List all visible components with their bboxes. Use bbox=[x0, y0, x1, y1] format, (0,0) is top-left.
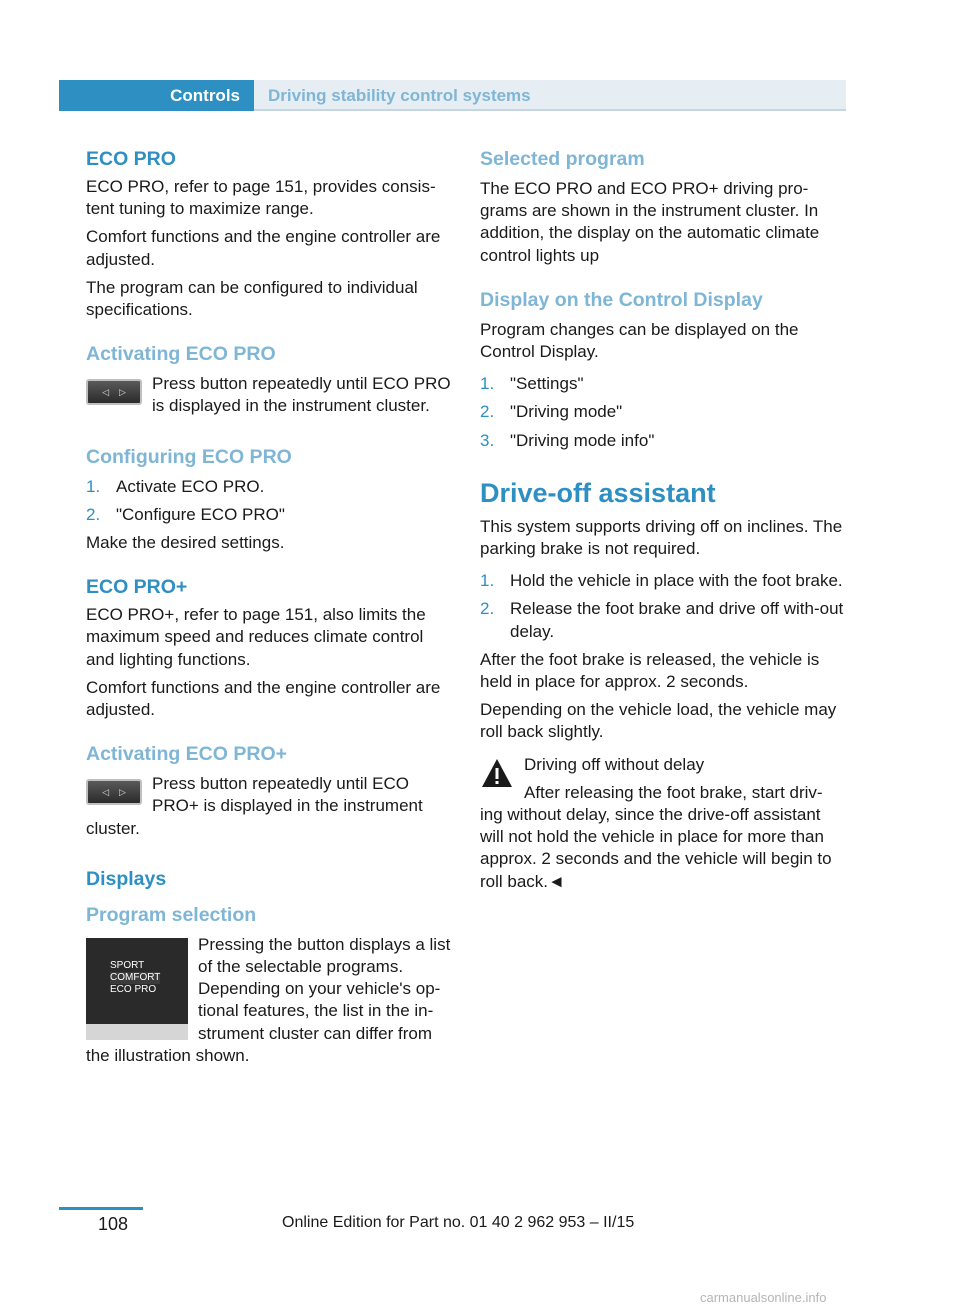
chapter-tab: Controls bbox=[59, 80, 254, 111]
list-item bbox=[480, 570, 845, 592]
list-item bbox=[480, 373, 845, 395]
instrument-cluster-image bbox=[86, 938, 188, 1040]
warning-triangle-icon bbox=[480, 756, 514, 790]
eco-pro-paragraph: ECO PRO, refer to page 151, provides consis-tent tuning to maximize range. bbox=[86, 177, 436, 219]
step-text: "Driving mode info" bbox=[510, 430, 655, 450]
step-number: 3. bbox=[480, 430, 495, 450]
activating-eco-pro-plus-text: Press button repeatedly until ECO PRO+ is displayed in the instrument cluster. bbox=[86, 774, 423, 838]
program-menu bbox=[110, 960, 160, 996]
eco-pro-plus-heading: ECO PRO+ bbox=[86, 576, 188, 599]
eco-pro-plus-paragraph: ECO PRO+, refer to page 151, also limits the maximum speed and reduces climate control and lighting functions. bbox=[86, 605, 426, 669]
mode-button-icon bbox=[86, 779, 142, 805]
left-arrow-icon: ◁ bbox=[102, 387, 109, 398]
step-number: 2. bbox=[480, 599, 495, 619]
left-arrow-icon: ◁ bbox=[102, 787, 109, 798]
program-selection-block bbox=[86, 934, 451, 1073]
display-control-text: Program changes can be displayed on the Control Display. bbox=[480, 319, 799, 362]
menu-item-eco-pro: ECO PRO bbox=[110, 983, 157, 995]
activating-eco-pro-text: Press button repeatedly until ECO PRO is displayed in the instrument cluster. bbox=[152, 374, 451, 416]
step-text: "Configure ECO PRO" bbox=[116, 504, 285, 524]
configuring-after-text: Make the desired settings. bbox=[86, 533, 285, 553]
step-text: "Driving mode" bbox=[510, 402, 623, 422]
menu-item-sport: SPORT bbox=[110, 959, 145, 971]
step-number: 1. bbox=[86, 476, 101, 496]
selected-program-heading: Selected program bbox=[480, 148, 645, 170]
list-item bbox=[86, 476, 451, 498]
drive-off-paragraph: After the foot brake is released, the vehicle is held in place for approx. 2 seconds. bbox=[480, 649, 820, 692]
mode-button-icon bbox=[86, 379, 142, 405]
program-selection-heading: Program selection bbox=[86, 903, 257, 926]
step-number: 2. bbox=[480, 402, 495, 422]
step-text: Hold the vehicle in place with the foot brake. bbox=[510, 571, 843, 591]
activating-eco-pro-heading: Activating ECO PRO bbox=[86, 343, 276, 366]
footer-rule bbox=[59, 1207, 143, 1210]
warning-block bbox=[480, 754, 845, 899]
drive-off-heading: Drive-off assistant bbox=[480, 477, 716, 508]
step-number: 2. bbox=[86, 504, 101, 524]
step-text: "Settings" bbox=[510, 374, 584, 394]
right-arrow-icon: ▷ bbox=[119, 387, 126, 398]
drive-off-paragraph: This system supports driving off on inclines. The parking brake is not required. bbox=[480, 516, 843, 559]
configuring-steps bbox=[86, 476, 451, 526]
selected-program-text: The ECO PRO and ECO PRO+ driving pro-grams are shown in the instrument cluster. In addition, the display on the automatic climate control lights up bbox=[480, 179, 820, 265]
activating-eco-pro-plus-block bbox=[86, 773, 451, 846]
right-arrow-icon: ▷ bbox=[119, 787, 126, 798]
page-number: 108 bbox=[98, 1214, 129, 1234]
left-column bbox=[86, 146, 451, 1073]
displays-heading: Displays bbox=[86, 867, 167, 890]
warning-title: Driving off without delay bbox=[524, 754, 705, 774]
step-text: Activate ECO PRO. bbox=[116, 476, 265, 496]
menu-item-comfort: COMFORT bbox=[110, 971, 161, 983]
eco-pro-heading: ECO PRO bbox=[86, 148, 176, 170]
program-selection-text: Pressing the button displays a list of the selectable programs. Depending on your vehicle's op-tional features, the list in the in-strument cluster can differ from the illustration shown. bbox=[86, 934, 451, 1065]
right-column bbox=[480, 146, 845, 899]
section-title: Driving stability control systems bbox=[268, 85, 531, 105]
list-item bbox=[86, 504, 451, 526]
list-item bbox=[480, 598, 845, 642]
image-floor bbox=[86, 1024, 188, 1040]
step-number: 1. bbox=[480, 571, 495, 591]
watermark: carmanualsonline.info bbox=[700, 1290, 827, 1305]
eco-pro-paragraph: Comfort functions and the engine controller are adjusted. bbox=[86, 227, 441, 269]
step-number: 1. bbox=[480, 374, 495, 394]
step-text: Release the foot brake and drive off with-out delay. bbox=[510, 599, 844, 641]
list-item bbox=[480, 401, 845, 423]
eco-pro-plus-paragraph: Comfort functions and the engine controller are adjusted. bbox=[86, 677, 441, 720]
drive-off-steps bbox=[480, 570, 845, 643]
display-steps bbox=[480, 373, 845, 452]
activating-eco-pro-plus-heading: Activating ECO PRO+ bbox=[86, 743, 287, 766]
display-control-heading: Display on the Control Display bbox=[480, 288, 763, 311]
configuring-eco-pro-heading: Configuring ECO PRO bbox=[86, 445, 292, 468]
activating-eco-pro-block bbox=[86, 373, 451, 423]
drive-off-paragraph: Depending on the vehicle load, the vehicle may roll back slightly. bbox=[480, 700, 837, 742]
warning-text: After releasing the foot brake, start driv-ing without delay, since the drive-off assistant will not hold the vehicle in place for more than approx. 2 seconds and the vehicle will begin to roll back.◄ bbox=[480, 782, 832, 891]
list-item bbox=[480, 430, 845, 452]
edition-info: Online Edition for Part no. 01 40 2 962 953 – II/15 bbox=[282, 1214, 635, 1231]
eco-pro-paragraph: The program can be configured to individual specifications. bbox=[86, 277, 418, 320]
